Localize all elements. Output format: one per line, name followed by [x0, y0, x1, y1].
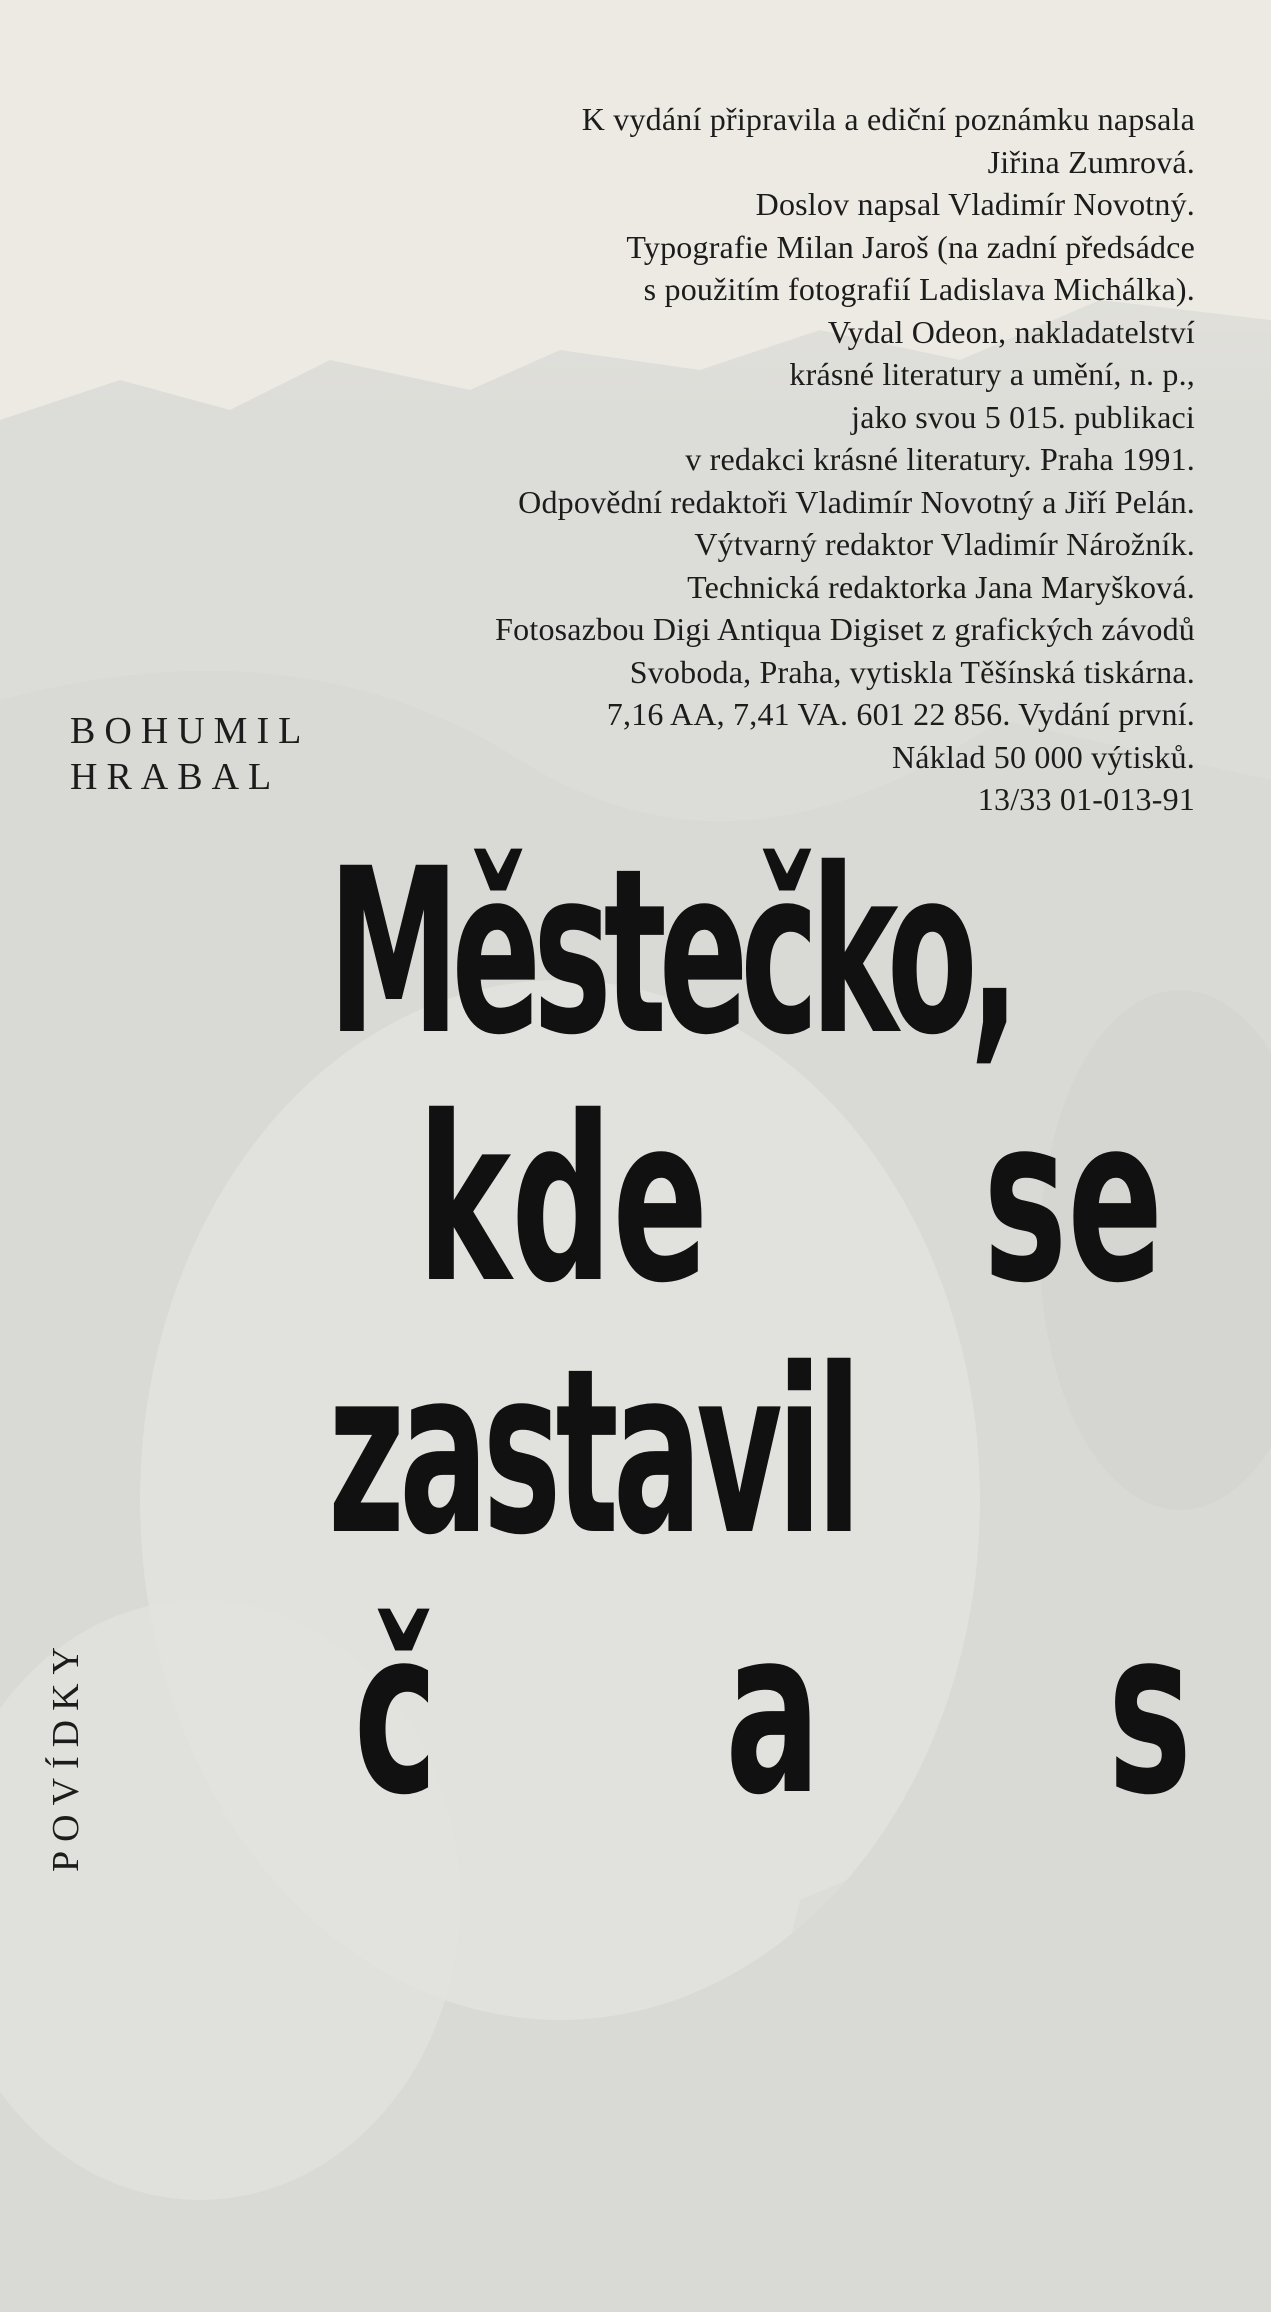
colophon-line: Typografie Milan Jaroš (na zadní předsádce: [626, 228, 1195, 265]
author-first-name: BOHUMIL: [70, 710, 311, 752]
colophon-line: Doslov napsal Vladimír Novotný.: [755, 186, 1195, 222]
book-title: [328, 819, 1218, 1845]
colophon-line: Svoboda, Praha, vytiskla Těšínská tiskárna.: [629, 653, 1195, 690]
title-line-3: [328, 1319, 1218, 1585]
colophon-line: v redakci krásné literatury. Praha 1991.: [685, 441, 1195, 477]
colophon-line: jako svou 5 015. publikaci: [851, 398, 1195, 435]
title-word: zastavil: [328, 1319, 856, 1585]
author-name: [70, 708, 310, 800]
colophon-line: Technická redaktorka Jana Maryšková.: [687, 568, 1195, 605]
author-last-name: HRABAL: [70, 756, 281, 798]
colophon-line: 7,16 AA, 7,41 VA. 601 22 856. Vydání první.: [606, 696, 1195, 732]
colophon-line: s použitím fotografií Ladislava Michálka).: [643, 271, 1195, 307]
colophon-line: Náklad 50 000 výtisků.: [891, 738, 1195, 775]
colophon-line: krásné literatury a umění, n. p.,: [789, 356, 1195, 392]
colophon-line: K vydání připravila a ediční poznámku napsala: [581, 101, 1195, 137]
title-letter: č: [353, 1579, 438, 1845]
genre-label: POVÍDKY: [45, 1638, 87, 1872]
title-letter: a: [725, 1579, 821, 1845]
colophon: [195, 98, 1195, 821]
title-line-2: [328, 1067, 1218, 1333]
title-word: se: [982, 1067, 1163, 1333]
title-word: Městečko,: [328, 819, 1012, 1085]
colophon-line: Fotosazbou Digi Antiqua Digiset z grafických závodů: [495, 611, 1195, 647]
title-letter: s: [1108, 1579, 1193, 1845]
colophon-line: Vydal Odeon, nakladatelství: [827, 313, 1195, 350]
colophon-line: Jiřina Zumrová.: [987, 143, 1195, 180]
colophon-line: 13/33 01-013-91: [977, 781, 1195, 817]
colophon-line: Výtvarný redaktor Vladimír Nárožník.: [694, 526, 1195, 562]
title-word: kde: [417, 1067, 709, 1333]
title-line-4: [328, 1579, 1218, 1845]
title-line-1: [328, 819, 1218, 1085]
colophon-line: Odpovědní redaktoři Vladimír Novotný a Jiří Pelán.: [518, 483, 1195, 520]
